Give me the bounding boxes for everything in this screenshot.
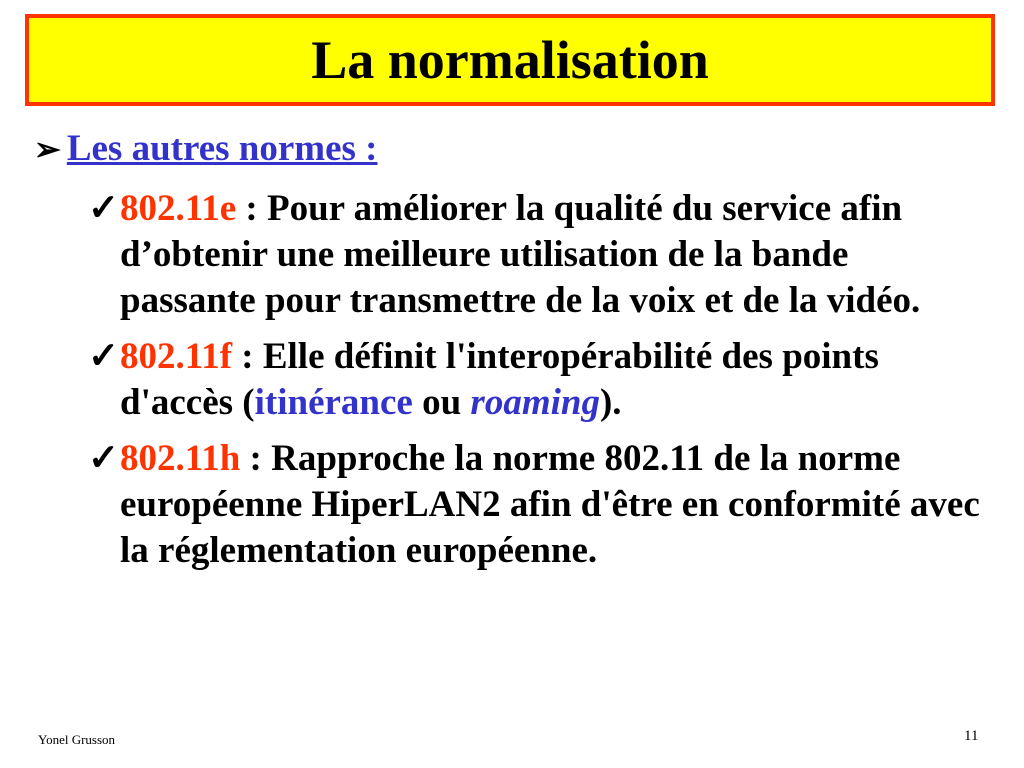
slide-title: La normalisation [311,30,709,90]
norm-description-end: ). [599,382,622,423]
norm-description-middle: ou [412,382,471,423]
norm-code: 802.11f [120,336,233,377]
page-number: 11 [964,728,979,744]
item-body [120,436,988,574]
norm-code: 802.11e [120,188,237,229]
list-item [88,436,988,574]
item-body [120,334,988,426]
checkmark-icon: ✓ [88,336,120,377]
norm-description: : Rapproche la norme 802.11 de la norme européenne HiperLAN2 afin d'être en conformité avec la réglementation européenne. [120,438,980,571]
footer-author: Yonel Grusson [38,732,116,747]
item-body [120,186,988,324]
checkmark-icon: ✓ [88,438,120,479]
list-item [88,186,988,324]
title-box [25,14,995,106]
norm-description: : Elle définit l'interopérabilité des points d'accès ( [120,336,879,423]
norm-description: : Pour améliorer la qualité du service afin d’obtenir une meilleure utilisation de la bande passante pour transmettre de la voix et de la vidéo. [120,188,921,321]
norms-list [88,186,988,584]
list-item [88,334,988,426]
arrowhead-bullet-icon: ➢ [34,131,61,167]
checkmark-icon: ✓ [88,188,120,229]
subtitle-line [34,126,378,172]
norm-code: 802.11h [120,438,241,479]
subtitle: Les autres normes : [66,128,378,169]
term-itinerance: itinérance [254,382,413,423]
term-roaming: roaming [470,382,600,423]
